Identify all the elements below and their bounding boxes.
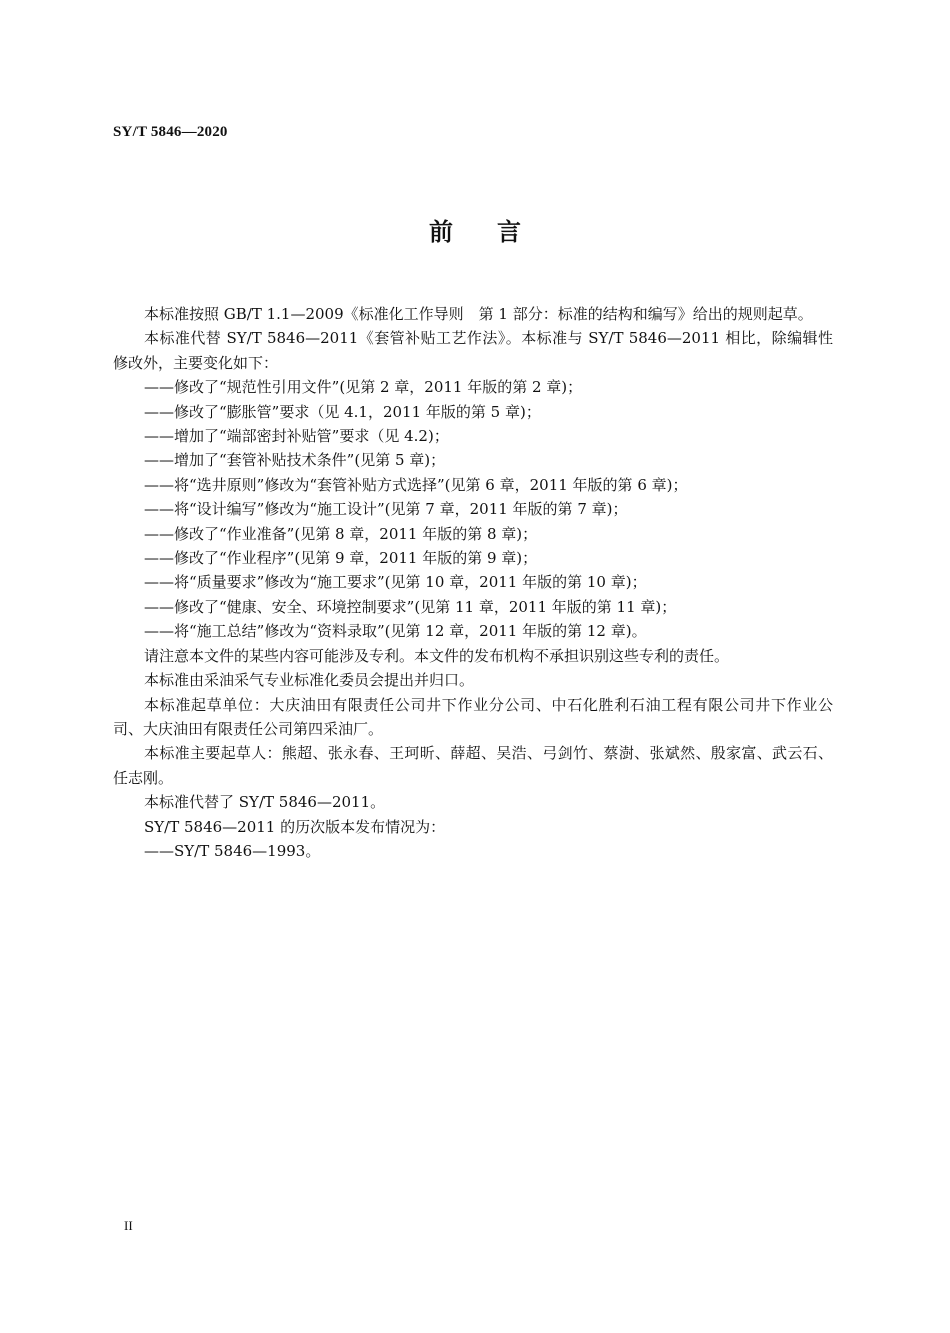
change-item: ——将“施工总结”修改为“资料录取”(见第 12 章，2011 年版的第 12 章)。 xyxy=(144,622,647,641)
paragraph-supersedes: 本标准代替了 SY/T 5846—2011。 xyxy=(144,793,386,812)
change-item: ——将“选井原则”修改为“套管补贴方式选择”(见第 6 章，2011 年版的第 6 章)； xyxy=(144,475,688,494)
paragraph-replacement: 本标准代替 SY/T 5846—2011《套管补贴工艺作法》。本标准与 SY/T 5846—2011 相比，除编辑性修改外，主要变化如下： xyxy=(113,329,833,372)
change-item: ——增加了“端部密封补贴管”要求（见 4.2)； xyxy=(144,427,449,446)
standard-code-header: SY/T 5846—2020 xyxy=(113,124,228,140)
paragraph-drafters: 本标准主要起草人：熊超、张永春、王珂昕、薛超、吴浩、弓剑竹、蔡澍、张斌然、殷家富、武云石、任志刚。 xyxy=(113,744,833,787)
paragraph-proposer: 本标准由采油采气专业标准化委员会提出并归口。 xyxy=(144,671,475,690)
change-item: ——修改了“规范性引用文件”(见第 2 章，2011 年版的第 2 章)； xyxy=(144,378,583,397)
paragraph-drafting-rules: 本标准按照 GB/T 1.1—2009《标准化工作导则 第 1 部分：标准的结构和编写》给出的规则起草。 xyxy=(144,305,813,323)
change-item: ——修改了“膨胀管”要求（见 4.1，2011 年版的第 5 章)； xyxy=(144,402,541,421)
change-item: ——修改了“作业准备”(见第 8 章，2011 年版的第 8 章)； xyxy=(144,524,538,543)
paragraph-patent-notice: 请注意本文件的某些内容可能涉及专利。本文件的发布机构不承担识别这些专利的责任。 xyxy=(144,646,730,665)
paragraph-version-history: SY/T 5846—2011 的历次版本发布情况为： xyxy=(144,817,446,836)
history-item: ——SY/T 5846—1993。 xyxy=(144,841,321,860)
foreword-body xyxy=(113,302,833,863)
change-item: ——将“设计编写”修改为“施工设计”(见第 7 章，2011 年版的第 7 章)； xyxy=(144,500,628,519)
change-item: ——修改了“健康、安全、环境控制要求”(见第 11 章，2011 年版的第 11 章)； xyxy=(144,597,677,616)
change-item: ——将“质量要求”修改为“施工要求”(见第 10 章，2011 年版的第 10 章)； xyxy=(144,573,647,592)
page-number: II xyxy=(124,1218,133,1233)
paragraph-drafting-units: 本标准起草单位：大庆油田有限责任公司井下作业分公司、中石化胜利石油工程有限公司井下作业公司、大庆油田有限责任公司第四采油厂。 xyxy=(113,695,833,738)
page-title: 前言 xyxy=(429,218,565,246)
change-item: ——增加了“套管补贴技术条件”(见第 5 章)； xyxy=(144,451,446,470)
change-item: ——修改了“作业程序”(见第 9 章，2011 年版的第 9 章)； xyxy=(144,549,538,568)
